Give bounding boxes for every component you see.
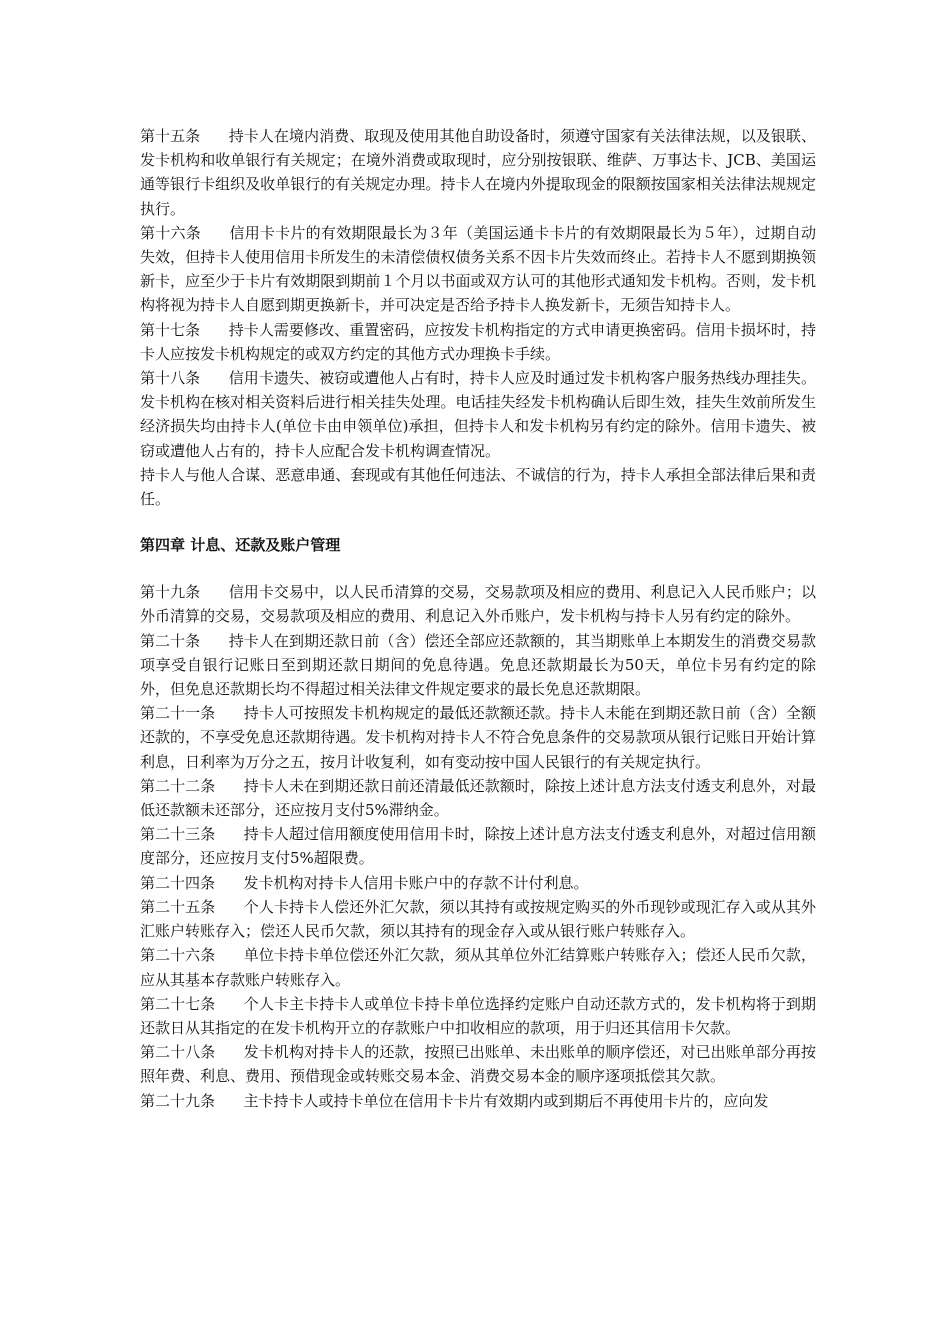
article-paragraph: [140, 221, 816, 318]
article-text: 持卡人未在到期还款日前还清最低还款额时，除按上述计息方法支付透支利息外，对最低还款额未还部分，还应按月支付5%滞纳金。: [140, 776, 816, 820]
article-number: 第十六条: [140, 223, 201, 242]
article-paragraph: [140, 895, 816, 943]
article-number: 第二十五条: [140, 897, 216, 916]
article-text: 信用卡卡片的有效期限最长为３年（美国运通卡卡片的有效期限最长为５年），过期自动失效，但持卡人使用信用卡所发生的未清偿债权债务关系不因卡片失效而终止。若持卡人不愿到期换领新卡，应至少于卡片有效期限到期前１个月以书面或双方认可的其他形式通知发卡机构。否则，发卡机构将视为持卡人自愿到期更换新卡，并可决定是否给予持卡人换发新卡，无须告知持卡人。: [140, 223, 816, 315]
article-text: 信用卡遗失、被窃或遭他人占有时，持卡人应及时通过发卡机构客户服务热线办理挂失。发卡机构在核对相关资料后进行相关挂失处理。电话挂失经发卡机构确认后即生效，挂失生效前所发生经济损失均由持卡人(单位卡由申领单位)承担，但持卡人和发卡机构另有约定的除外。信用卡遗失、被窃或遭他人占有的，持卡人应配合发卡机构调查情况。: [140, 369, 816, 460]
article-text: 发卡机构对持卡人的还款，按照已出账单、未出账单的顺序偿还，对已出账单部分再按照年费、利息、费用、预借现金或转账交易本金、消费交易本金的顺序逐项抵偿其欠款。: [140, 1043, 816, 1086]
article-number: 第二十四条: [140, 873, 216, 892]
article-number: 第二十一条: [140, 704, 216, 723]
document-page: [140, 124, 816, 1113]
article-number: 第二十七条: [140, 994, 216, 1013]
article-number: 第二十九条: [140, 1091, 216, 1110]
article-paragraph: [140, 701, 816, 774]
article-text: 持卡人与他人合谋、恶意串通、套现或有其他任何违法、不诚信的行为，持卡人承担全部法律后果和责任。: [140, 465, 816, 509]
article-paragraph: [140, 580, 816, 628]
article-number: 第十五条: [140, 127, 201, 145]
article-text: 个人卡主卡持卡人或单位卡持卡单位选择约定账户自动还款方式的，发卡机构将于到期还款日从其指定的在发卡机构开立的存款账户中扣收相应的款项，用于归还其信用卡欠款。: [140, 994, 816, 1037]
article-text: 单位卡持卡单位偿还外汇欠款，须从其单位外汇结算账户转账存入；偿还人民币欠款，应从其基本存款账户转账存入。: [140, 946, 816, 989]
article-number: 第二十二条: [140, 776, 216, 795]
article-paragraph: [140, 1040, 816, 1088]
article-number: 第十八条: [140, 369, 201, 388]
article-text: 发卡机构对持卡人信用卡账户中的存款不计付利息。: [243, 873, 589, 892]
article-paragraph: [140, 124, 816, 221]
chapter-heading: 第四章 计息、还款及账户管理: [140, 536, 341, 555]
article-number: 第二十六条: [140, 946, 216, 965]
article-text: 信用卡交易中，以人民币清算的交易，交易款项及相应的费用、利息记入人民币账户；以外币清算的交易，交易款项及相应的费用、利息记入外币账户，发卡机构与持卡人另有约定的除外。: [140, 583, 816, 626]
article-text: 持卡人可按照发卡机构规定的最低还款额还款。持卡人未能在到期还款日前（含）全额还款的，不享受免息还款期待遇。发卡机构对持卡人不符合免息条件的交易款项从银行记账日开始计算利息，日利率为万分之五，按月计收复利，如有变动按中国人民银行的有关规定执行。: [140, 704, 816, 771]
article-text: 主卡持卡人或持卡单位在信用卡卡片有效期内或到期后不再使用卡片的，应向发: [243, 1091, 769, 1110]
article-text: 持卡人需要修改、重置密码，应按发卡机构指定的方式申请更换密码。信用卡损坏时，持卡人应按发卡机构规定的或双方约定的其他方式办理换卡手续。: [140, 320, 816, 363]
article-paragraph: [140, 774, 816, 822]
articles-section-2: [140, 580, 816, 1112]
article-number: 第十七条: [140, 320, 201, 339]
article-number: 第十九条: [140, 583, 201, 602]
article-text: 持卡人超过信用额度使用信用卡时，除按上述计息方法支付透支利息外，对超过信用额度部分，还应按月支付5%超限费。: [140, 825, 816, 868]
article-paragraph: [140, 463, 816, 511]
article-text: 持卡人在境内消费、取现及使用其他自助设备时，须遵守国家有关法律法规，以及银联、发卡机构和收单银行有关规定；在境外消费或取现时，应分别按银联、维萨、万事达卡、JCB、美国运通等银行卡组织及收单银行的有关规定办理。持卡人在境内外提取现金的限额按国家相关法律法规规定执行。: [140, 127, 816, 218]
article-paragraph: [140, 318, 816, 366]
article-number: 第二十八条: [140, 1043, 216, 1062]
article-text: 个人卡持卡人偿还外汇欠款，须以其持有或按规定购买的外币现钞或现汇存入或从其外汇账户转账存入；偿还人民币欠款，须以其持有的现金存入或从银行账户转账存入。: [140, 897, 816, 941]
article-text: 持卡人在到期还款日前（含）偿还全部应还款额的，其当期账单上本期发生的消费交易款项享受自银行记账日至到期还款日期间的免息待遇。免息还款期最长为50天，单位卡另有约定的除外，但免息还款期长均不得超过相关法律文件规定要求的最长免息还款期限。: [140, 631, 816, 699]
article-number: 第二十条: [140, 631, 201, 650]
article-paragraph: [140, 629, 816, 702]
article-paragraph: [140, 822, 816, 870]
article-paragraph: [140, 992, 816, 1040]
article-paragraph: [140, 943, 816, 991]
articles-section-1: [140, 124, 816, 511]
article-paragraph: [140, 1089, 816, 1113]
article-paragraph: [140, 871, 816, 895]
article-paragraph: [140, 366, 816, 463]
article-number: 第二十三条: [140, 825, 216, 844]
